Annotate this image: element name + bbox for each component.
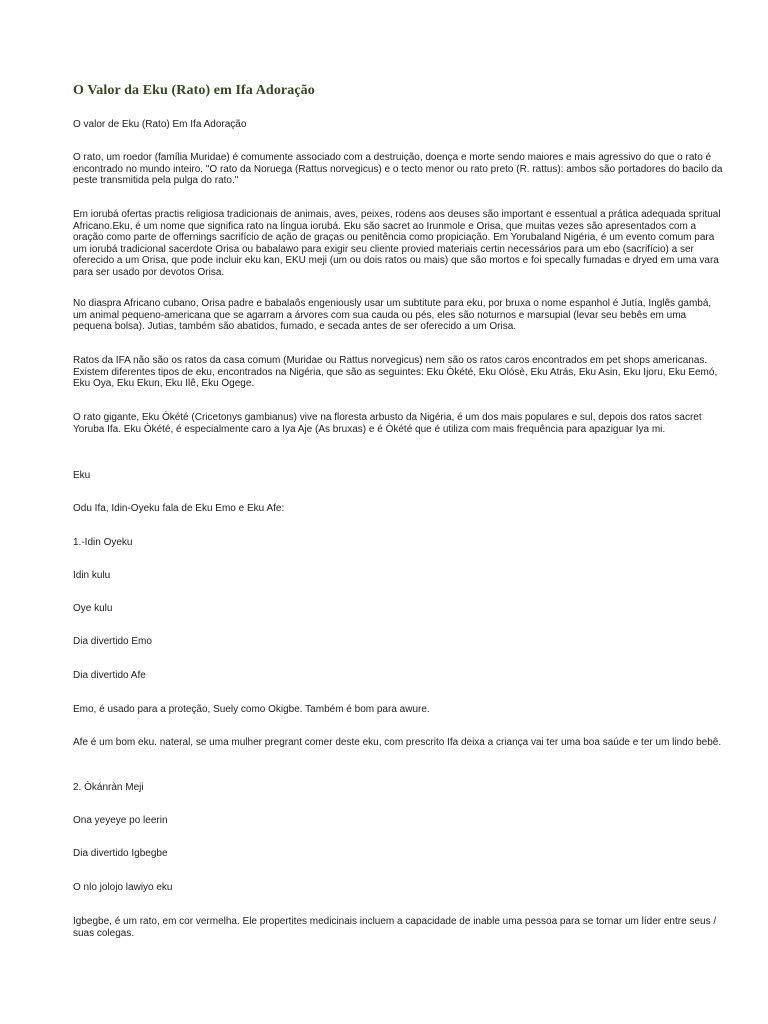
odu-ifa-paragraph: Odu Ifa, Idin-Oyeku fala de Eku Emo e Eku Afe: — [73, 503, 285, 514]
document-title: O Valor da Eku (Rato) em Ifa Adoração — [73, 83, 315, 98]
yoruba-offerings-paragraph: Em iorubá ofertas practis religiosa tradicionais de animais, aves, peixes, rodens aos deuses são important e essentual a prática adequada spritual Africano.Eku, é um nome que significa rato na língua iorubá. Eku são sacret ao Irunmole e Orisa, que muitas vezes são apresentados com a oração como parte de offernings sacrifício de ação de graças ou penitência como propiciação. Em Yorubaland Nigéria, é um evento comum para um iorubá tradicional sacerdote Orisa ou babalawo para exigir seu cliente provied materiais certin necessários para um ebo (sacrifício) a ser oferecido a um Orisa, que pode incluir eku kan, EKU meji (um ou dois ratos ou mais) que são mortos e foi specally fumadas e dryed em uma vara para ser usado por devotos Orisa. — [73, 209, 721, 278]
emo-paragraph: Emo, é usado para a proteção, Suely como Okigbe. Também é bom para awure. — [73, 704, 430, 715]
eku-heading-paragraph: Eku — [73, 470, 91, 481]
verse-line-5: Dia divertido Afe — [73, 670, 146, 681]
afe-paragraph: Afe é um bom eku. nateral, se uma mulher pregrant comer deste eku, com prescrito Ifa deixa a criança vai ter uma boa saúde e ter um lindo bebê. — [73, 737, 722, 748]
subtitle-paragraph: O valor de Eku (Rato) Em Ifa Adoração — [73, 119, 247, 130]
ifa-rats-paragraph: Ratos da IFA não são os ratos da casa comum (Muridae ou Rattus norvegicus) nem são os ratos caros encontrados em pet shops americanas. Existem diferentes tipos de eku, encontrados na Nigéria, que são as seguintes: Eku Òkété, Eku Olósè, Eku Atrás, Eku Asin, Eku Ijoru, Eku Eemó, Eku Oya, Eku Ekun, Eku Ilê, Eku Ogege. — [73, 355, 718, 390]
verse-line-9: O nlo jolojo lawiyo eku — [73, 882, 173, 893]
verse-line-6: 2. Òkánràn Meji — [73, 782, 144, 793]
intro-paragraph: O rato, um roedor (família Muridae) é comumente associado com a destruição, doença e morte sendo maiores e mais agressivo do que o rato é encontrado no mundo inteiro. "O rato da Noruega (Rattus norvegicus) e o tecto menor ou rato preto (R. rattus): ambos são portadores do bacilo da peste transmitida pela pulga do rato." — [73, 152, 723, 187]
verse-line-7: Ona yeyeye po leerin — [73, 815, 168, 826]
giant-rat-paragraph: O rato gigante, Eku Òkété (Cricetonys gambianus) vive na floresta arbusto da Nigéria, é um dos mais populares e sul, depois dos ratos sacret Yoruba Ifa. Eku Òkété, é especialmente caro a Iya Aje (As bruxas) e é Òkété que é utiliza com mais frequência para apaziguar Iya mi. — [73, 412, 702, 435]
verse-line-4: Dia divertido Emo — [73, 636, 152, 647]
verse-line-2: Idin kulu — [73, 570, 111, 581]
verse-line-3: Oye kulu — [73, 603, 113, 614]
verse-line-1: 1.-Idin Oyeku — [73, 537, 133, 548]
verse-line-8: Dia divertido Igbegbe — [73, 848, 168, 859]
cuban-diaspora-paragraph: No diaspra Africano cubano, Orisa padre e babalaôs engeniously usar um subtitute para eku, por bruxa o nome espanhol é Jutía, Inglês gambá, um animal pequeno-americana que se agarram a árvores com sua cauda ou pés, eles são noturnos e marsupial (levar seu bebês em uma pequena bolsa). Jutias, também são abatidos, fumado, e secada antes de ser oferecido a um Orisa. — [73, 298, 712, 333]
igbegbe-paragraph: Igbegbe, é um rato, em cor vermelha. Ele propertites medicinais incluem a capacidade de inable uma pessoa para se tornar um líder entre seus / suas colegas. — [73, 916, 717, 939]
